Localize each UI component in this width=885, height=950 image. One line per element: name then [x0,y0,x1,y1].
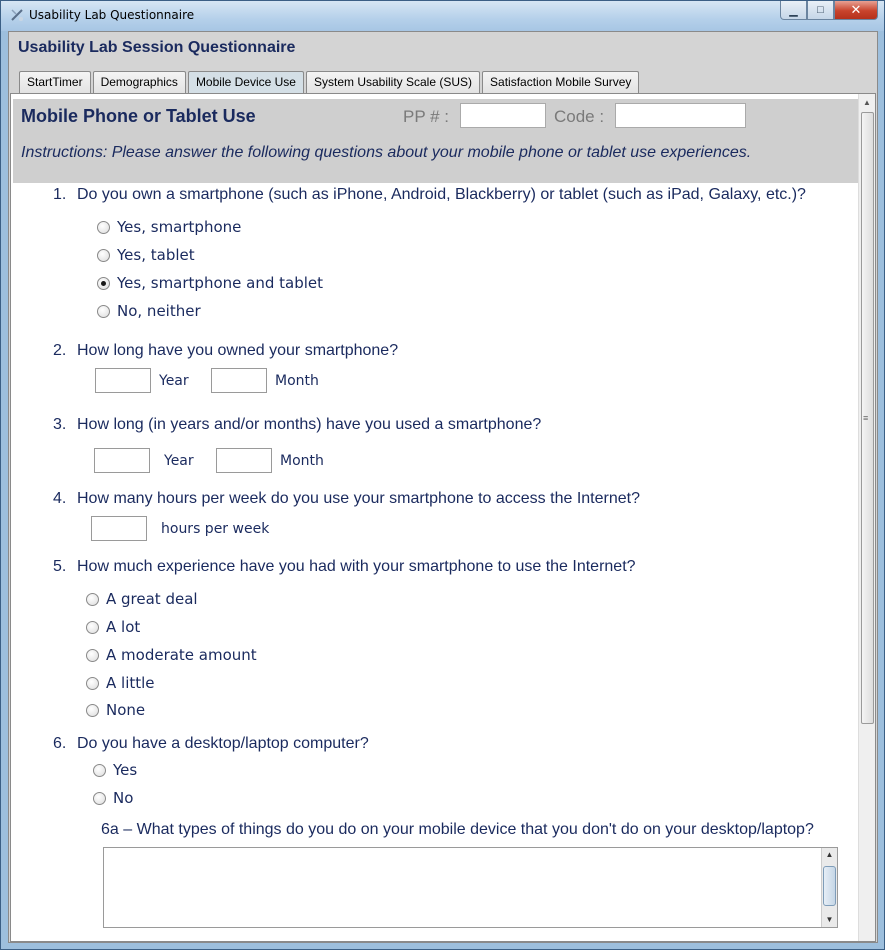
q1-option-smartphone[interactable]: Yes, smartphone [97,218,241,236]
tab-demographics[interactable]: Demographics [93,71,186,93]
q4-hours-label: hours per week [161,521,270,537]
form-client-area [8,31,878,943]
radio-button[interactable] [93,792,106,805]
q3-month-input[interactable] [216,448,272,473]
question-6a: 6a – What types of things do you do on your mobile device that you don't do on your desktop/laptop? [101,821,814,838]
instructions-text: Instructions: Please answer the following questions about your mobile phone or tablet use experiences. [21,144,752,161]
q6-option-yes[interactable]: Yes [93,761,137,779]
question-4: 4. How many hours per week do you use your smartphone to access the Internet? [53,490,640,507]
q3-year-label: Year [164,453,194,469]
close-button[interactable]: ✕ [834,1,878,20]
question-2: 2. How long have you owned your smartphone? [53,342,399,359]
q4-hours-input[interactable] [91,516,147,541]
question-6: 6. Do you have a desktop/laptop computer? [53,735,369,752]
tab-satisfaction-mobile-survey[interactable]: Satisfaction Mobile Survey [482,71,639,93]
question-text: How long (in years and/or months) have you used a smartphone? [77,416,542,433]
app-icon [9,7,25,23]
q3-month-label: Month [280,453,324,469]
tab-start-timer[interactable]: StartTimer [19,71,91,93]
grip-icon: ≡ [863,413,869,423]
pp-number-input[interactable] [460,103,546,128]
maximize-button[interactable]: □ [807,1,834,20]
form-title: Usability Lab Session Questionnaire [18,39,296,56]
scroll-up-arrow-icon[interactable]: ▲ [825,850,834,859]
radio-button[interactable] [86,704,99,717]
section-title: Mobile Phone or Tablet Use [21,106,256,126]
code-input[interactable] [615,103,746,128]
question-1 [53,186,806,204]
question-3: 3. How long (in years and/or months) have you used a smartphone? [53,416,542,433]
q5-option-great-deal[interactable]: A great deal [86,590,198,608]
scroll-thumb[interactable] [823,866,836,906]
tab-strip [19,71,641,93]
q5-option-a-little[interactable]: A little [86,674,155,692]
page-scrollbar[interactable] [858,94,875,941]
radio-button[interactable] [93,764,106,777]
q3-year-input[interactable] [94,448,150,473]
code-label: Code : [554,107,605,126]
tab-mobile-device-use[interactable]: Mobile Device Use [188,71,304,93]
tab-sus[interactable]: System Usability Scale (SUS) [306,71,480,93]
q2-year-label: Year [159,373,189,389]
question-5: 5. How much experience have you had with your smartphone to use the Internet? [53,558,636,575]
window-title: Usability Lab Questionnaire [29,8,195,22]
question-text: Do you own a smartphone (such as iPhone, Android, Blackberry) or tablet (such as iPad, Galaxy, etc.)? [77,186,806,203]
radio-button-selected[interactable] [97,277,110,290]
title-bar[interactable] [1,1,884,31]
form-header [9,32,877,68]
q5-option-a-lot[interactable]: A lot [86,618,140,636]
q5-option-none[interactable]: None [86,701,145,719]
minimize-button[interactable]: ▁ [780,1,807,20]
q2-month-input[interactable] [211,368,267,393]
scroll-up-arrow-icon[interactable]: ▲ [863,98,871,107]
q2-year-input[interactable] [95,368,151,393]
radio-button[interactable] [97,305,110,318]
tab-page-mobile-device-use [10,93,876,942]
scroll-down-arrow-icon[interactable]: ▼ [825,915,834,924]
pp-label: PP # : [403,107,449,126]
radio-button[interactable] [97,249,110,262]
question-text: Do you have a desktop/laptop computer? [77,735,369,752]
textarea-scrollbar[interactable] [821,848,837,927]
question-text: How much experience have you had with your smartphone to use the Internet? [77,558,636,575]
radio-button[interactable] [97,221,110,234]
radio-button[interactable] [86,593,99,606]
q1-option-smartphone-and-tablet[interactable]: Yes, smartphone and tablet [97,274,323,292]
question-number: 1. [53,186,67,203]
q1-option-neither[interactable]: No, neither [97,302,201,320]
q6a-textarea[interactable] [103,847,838,928]
q5-option-moderate[interactable]: A moderate amount [86,646,257,664]
q6-option-no[interactable]: No [93,789,133,807]
radio-button[interactable] [86,649,99,662]
question-text: How many hours per week do you use your smartphone to access the Internet? [77,490,640,507]
radio-button[interactable] [86,621,99,634]
q2-month-label: Month [275,373,319,389]
scroll-thumb[interactable] [861,112,874,724]
question-text: How long have you owned your smartphone? [77,342,399,359]
section-header [13,99,859,183]
q1-option-tablet[interactable]: Yes, tablet [97,246,195,264]
radio-button[interactable] [86,677,99,690]
